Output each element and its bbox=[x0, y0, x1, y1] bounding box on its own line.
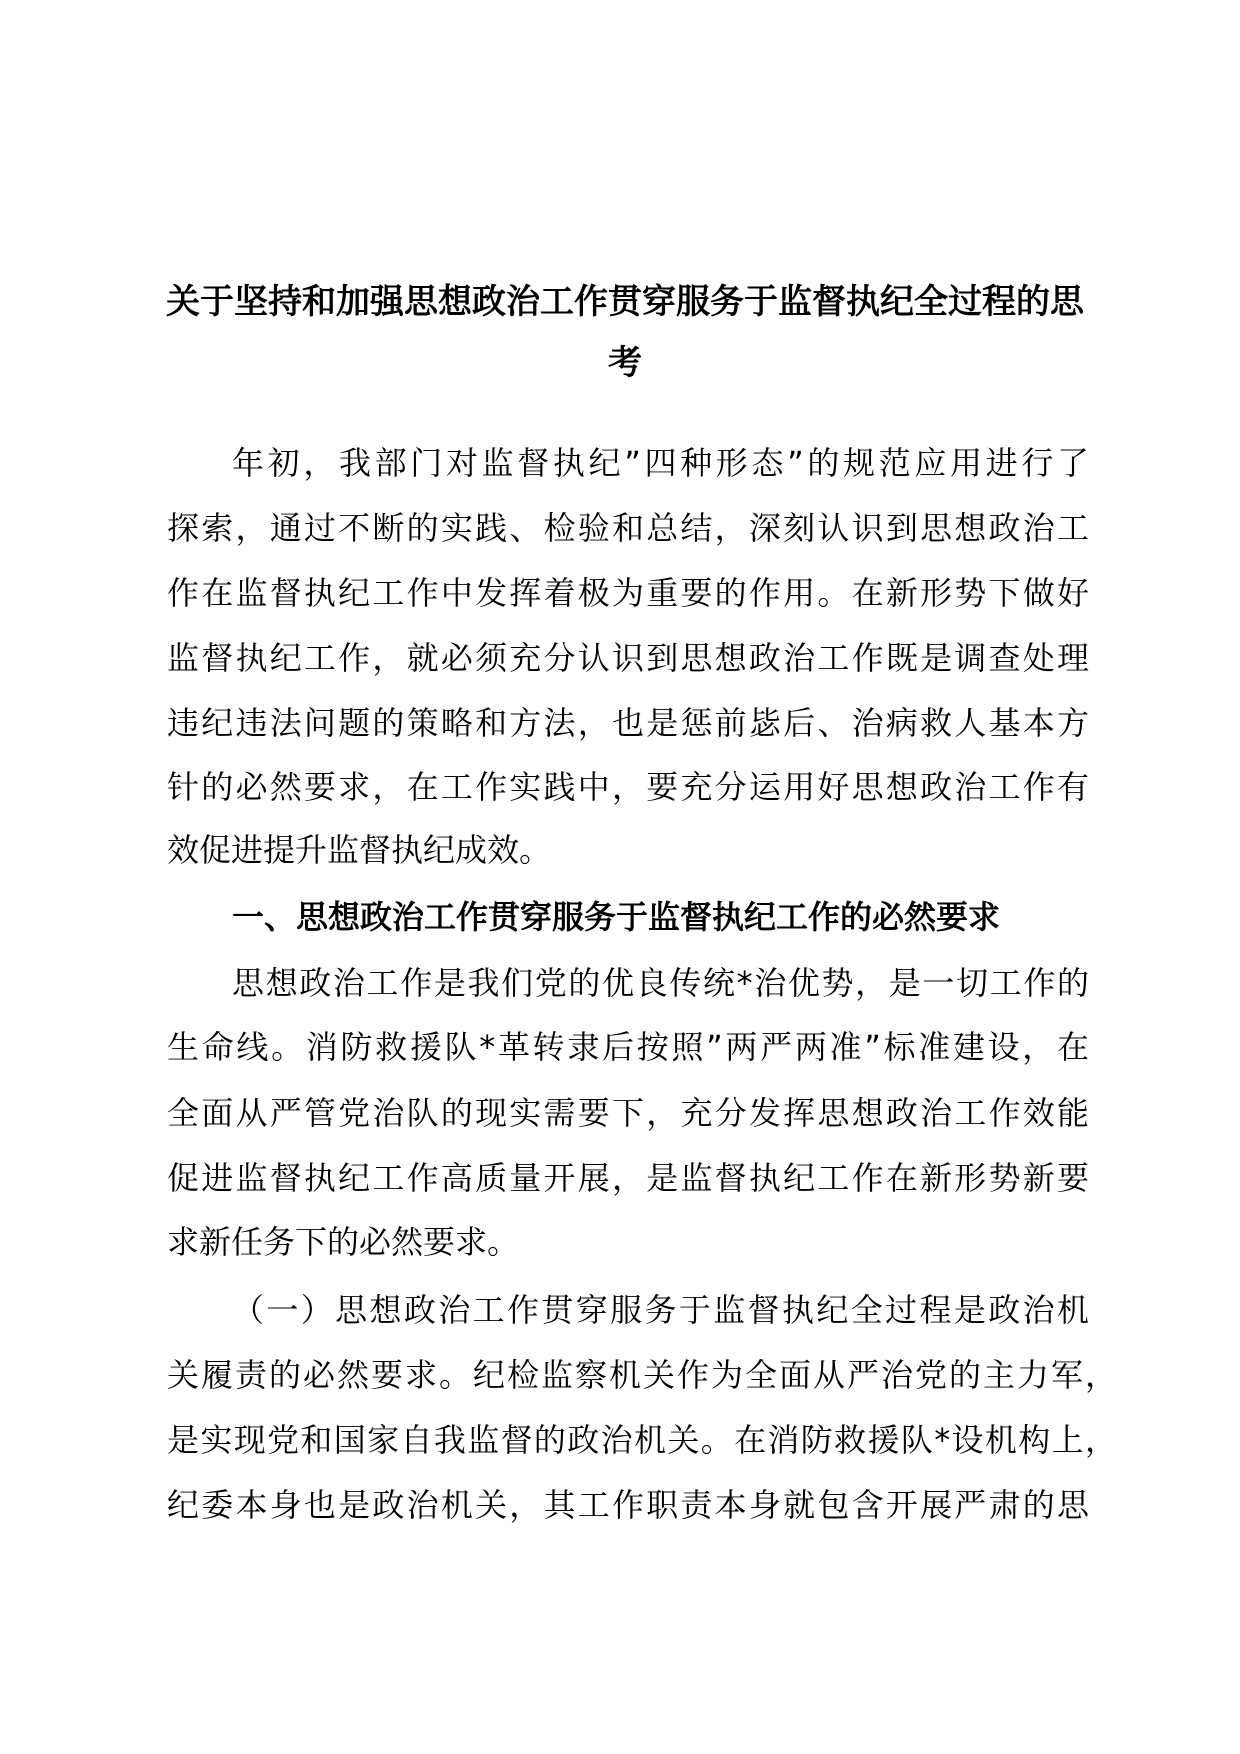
paragraph-1-line: 违纪违法问题的策略和方法，也是惩前毖后、治病救人基本方 bbox=[167, 704, 1089, 742]
paragraph-2-line: 促进监督执纪工作高质量开展，是监督执纪工作在新形势新要 bbox=[167, 1159, 1089, 1197]
paragraph-3-line: 纪委本身也是政治机关，其工作职责本身就包含开展严肃的思 bbox=[167, 1486, 1089, 1524]
paragraph-1-line: 监督执纪工作，就必须充分认识到思想政治工作既是调查处理 bbox=[167, 639, 1089, 677]
paragraph-3-line: （一）思想政治工作贯穿服务于监督执纪全过程是政治机 bbox=[232, 1291, 1089, 1329]
paragraph-3-line: 关履责的必然要求。纪检监察机关作为全面从严治党的主力军， bbox=[167, 1356, 1117, 1394]
paragraph-1-line: 针的必然要求，在工作实践中，要充分运用好思想政治工作有 bbox=[167, 768, 1089, 806]
paragraph-1-line: 效促进提升监督执纪成效。 bbox=[167, 831, 552, 869]
paragraph-2-line: 求新任务下的必然要求。 bbox=[167, 1223, 520, 1261]
paragraph-1-line: 年初，我部门对监督执纪”四种形态”的规范应用进行了 bbox=[232, 444, 1089, 482]
paragraph-1-line: 探索，通过不断的实践、检验和总结，深刻认识到思想政治工 bbox=[167, 509, 1089, 547]
paragraph-2-line: 生命线。消防救援队*革转隶后按照”两严两准”标准建设，在 bbox=[167, 1028, 1089, 1066]
document-title-line-1: 关于坚持和加强思想政治工作贯穿服务于监督执纪全过程的思 bbox=[166, 282, 1084, 322]
paragraph-2-line: 全面从严管党治队的现实需要下，充分发挥思想政治工作效能 bbox=[167, 1094, 1089, 1132]
paragraph-2-line: 思想政治工作是我们党的优良传统*治优势，是一切工作的 bbox=[232, 964, 1089, 1002]
paragraph-3-line: 是实现党和国家自我监督的政治机关。在消防救援队*设机构上， bbox=[167, 1421, 1117, 1459]
document-title-line-2: 考 bbox=[608, 343, 642, 383]
paragraph-1-line: 作在监督执纪工作中发挥着极为重要的作用。在新形势下做好 bbox=[167, 574, 1089, 612]
section-heading-1: 一、思想政治工作贯穿服务于监督执纪工作的必然要求 bbox=[232, 898, 1001, 936]
